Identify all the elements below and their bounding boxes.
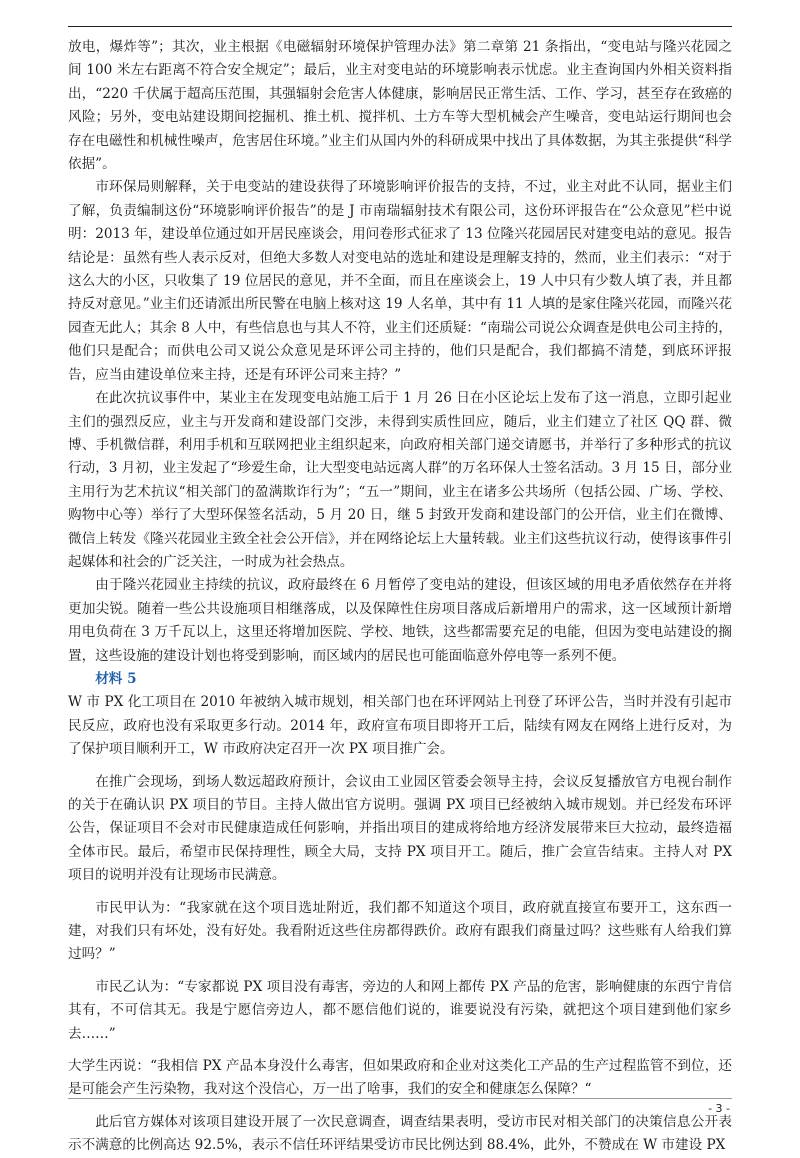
paragraph-3: 在此次抗议事件中，某业主在发现变电站施工后于 1 月 26 日在小区论坛上发布了这一消息，立即引起业主们的强烈反应，业主与开发商和建设部门交涉，未得到实质性回应，随后，业主们建立了社区 QQ 群、微博、手机微信群，利用手机和互联网把业主组织起来，向政府相关部门递交请愿书，并举行了多种形式的抗议行动，3 月初，业主发起了“珍爱生命，让大型变电站远离人群”的万名环保人士签名活动。3 月 15 日，部分业主用行为艺术抗议“相关部门的盈满欺诈行为”；“五一”期间，业主在诸多公共场所（包括公园、广场、学校、购物中心等）举行了大型环保签名活动，5 月 20 日，继 5 封致开发商和建设部门的公开信，业主们在微博、微信上转发《隆兴花园业主致全社会公开信》，并在网络论坛上大量转载。业主们这些抗议行动，使得该事件引起媒体和社会的广泛关注，一时成为社会热点。 [68, 390, 732, 570]
footer-rule [68, 1098, 732, 1099]
paragraph-4: 由于隆兴花园业主持续的抗议，政府最终在 6 月暂停了变电站的建设，但该区域的用电矛盾依然存在并将更加尖锐。随着一些公共设施项目相继落成，以及保障性住房项目落成后新增用户的需求，这一区域预计新增用电负荷在 3 万千瓦以上，这里还将增加医院、学校、地铁，这些都需要充足的电能，但因为变电站建设的搁置，这些设施的建设计划也将受到影响，而区域内的居民也可能面临意外停电等一系列不便。 [68, 577, 732, 664]
paragraph-8: 市民乙认为：“专家都说 PX 项目没有毒害，旁边的人和网上都传 PX 产品的危害，影响健康的东西宁肯信其有，不可信其无。我是宁愿信旁边人，都不愿信他们说的，谁要说没有污染，就把这个项目建到他们家乡去……” [68, 978, 732, 1042]
header-rule [68, 26, 732, 27]
paragraph-5: W 市 PX 化工项目在 2010 年被纳入城市规划，相关部门也在环评网站上刊登了环评公告，当时并没有引起市民反应，政府也没有采取更多行动。2014 年，政府宣布项目即将开工后，陆续有网友在网络上进行反对，为了保护项目顺利开工，W 市政府决定召开一次 PX 项目推广会。 [68, 694, 732, 758]
paragraph-2: 市环保局则解释，关于电变站的建设获得了环境影响评价报告的支持，不过，业主对此不认同，据业主们了解，负责编制这份“环境影响评价报告”的是 J 市南瑞辐射技术有限公司，这份环评报告在“公众意见”栏中说明：2013 年，建设单位通过如开居民座谈会，用问卷形式征求了 13 位隆兴花园居民对建变电站的意见。报告结论是：虽然有些人表示反对，但绝大多数人对变电站的选址和建设是理解支持的，然而，业主们表示：“对于这么大的小区，只收集了 19 位居民的意见，并不全面，而且在座谈会上，19 人中只有少数人填了表，并且都持反对意见。”业主们还请派出所民警在电脑上核对这 19 人名单，其中有 11 人填的是家住隆兴花园，而隆兴花园查无此人；其余 8 人中，有些信息也与其人不符，业主们还质疑：“南瑞公司说公众调查是供电公司主持的，他们只是配合；而供电公司又说公众意见是环评公司主持的，他们只是配合，我们都搞不清楚，到底环评报告，应当由建设单位来主持，还是有环评公司来主持？” [68, 179, 732, 383]
paragraph-9: 大学生丙说：“我相信 PX 产品本身没什么毒害，但如果政府和企业对这类化工产品的生产过程监管不到位，还是可能会产生污染物，我对这个没信心，万一出了啥事，我们的安全和健康怎么保障？“ [68, 1058, 732, 1098]
paragraph-1: 放电，爆炸等”；其次，业主根据《电磁辐射环境保护管理办法》第二章第 21 条指出，“变电站与隆兴花园之间 100 米左右距离不符合安全规定”；最后，业主对变电站的环境影响表示忧虑。业主查询国内外相关资料指出，“220 千伏属于超高压范围，其强辐射会危害人体健康，影响居民正常生活、工作、学习，甚至存在致癌的风险；另外，变电站建设期间挖掘机、推土机、搅拌机、土方车等大型机械会产生噪音，变电站运行期间也会存在电磁性和机械性噪声，危害居住环境。”业主们从国内外的科研成果中找出了具体数据，为其主张提供“科学依据”。 [68, 39, 732, 173]
paragraph-10: 此后官方媒体对该项目建设开展了一次民意调查，调查结果表明，受访市民对相关部门的决策信息公开表示不满意的比例高达 92.5%，表示不信任环评结果受访市民比例达到 88.4%，此外，不赞成在 W 市建设 PX [68, 1113, 732, 1154]
page-number: - 3 - [708, 1102, 730, 1115]
paragraph-6: 在推广会现场，到场人数远超政府预计，会议由工业园区管委会领导主持，会议反复播放官方电视台制作的关于在确认识 PX 项目的节目。主持人做出官方说明。强调 PX 项目已经被纳入城市规划。并已经发布环评公告，保证项目不会对市民健康造成任何影响，并指出项目的建成将给地方经济发展带来巨大拉动，最终造福全体市民。最后，希望市民保持理性，顾全大局，支持 PX 项目开工。随后，推广会宣告结束。主持人对 PX 项目的说明并没有让现场市民满意。 [68, 773, 732, 884]
document-body [68, 36, 732, 1158]
section-heading-material-5: 材料 5 [95, 670, 137, 687]
paragraph-7: 市民甲认为：“我家就在这个项目选址附近，我们都不知道这个项目，政府就直接宣布要开工，这东西一建，对我们只有坏处，没有好处。我看附近这些住房都得跌价。政府有跟我们商量过吗？这些账有人给我们算过吗？” [68, 899, 732, 963]
